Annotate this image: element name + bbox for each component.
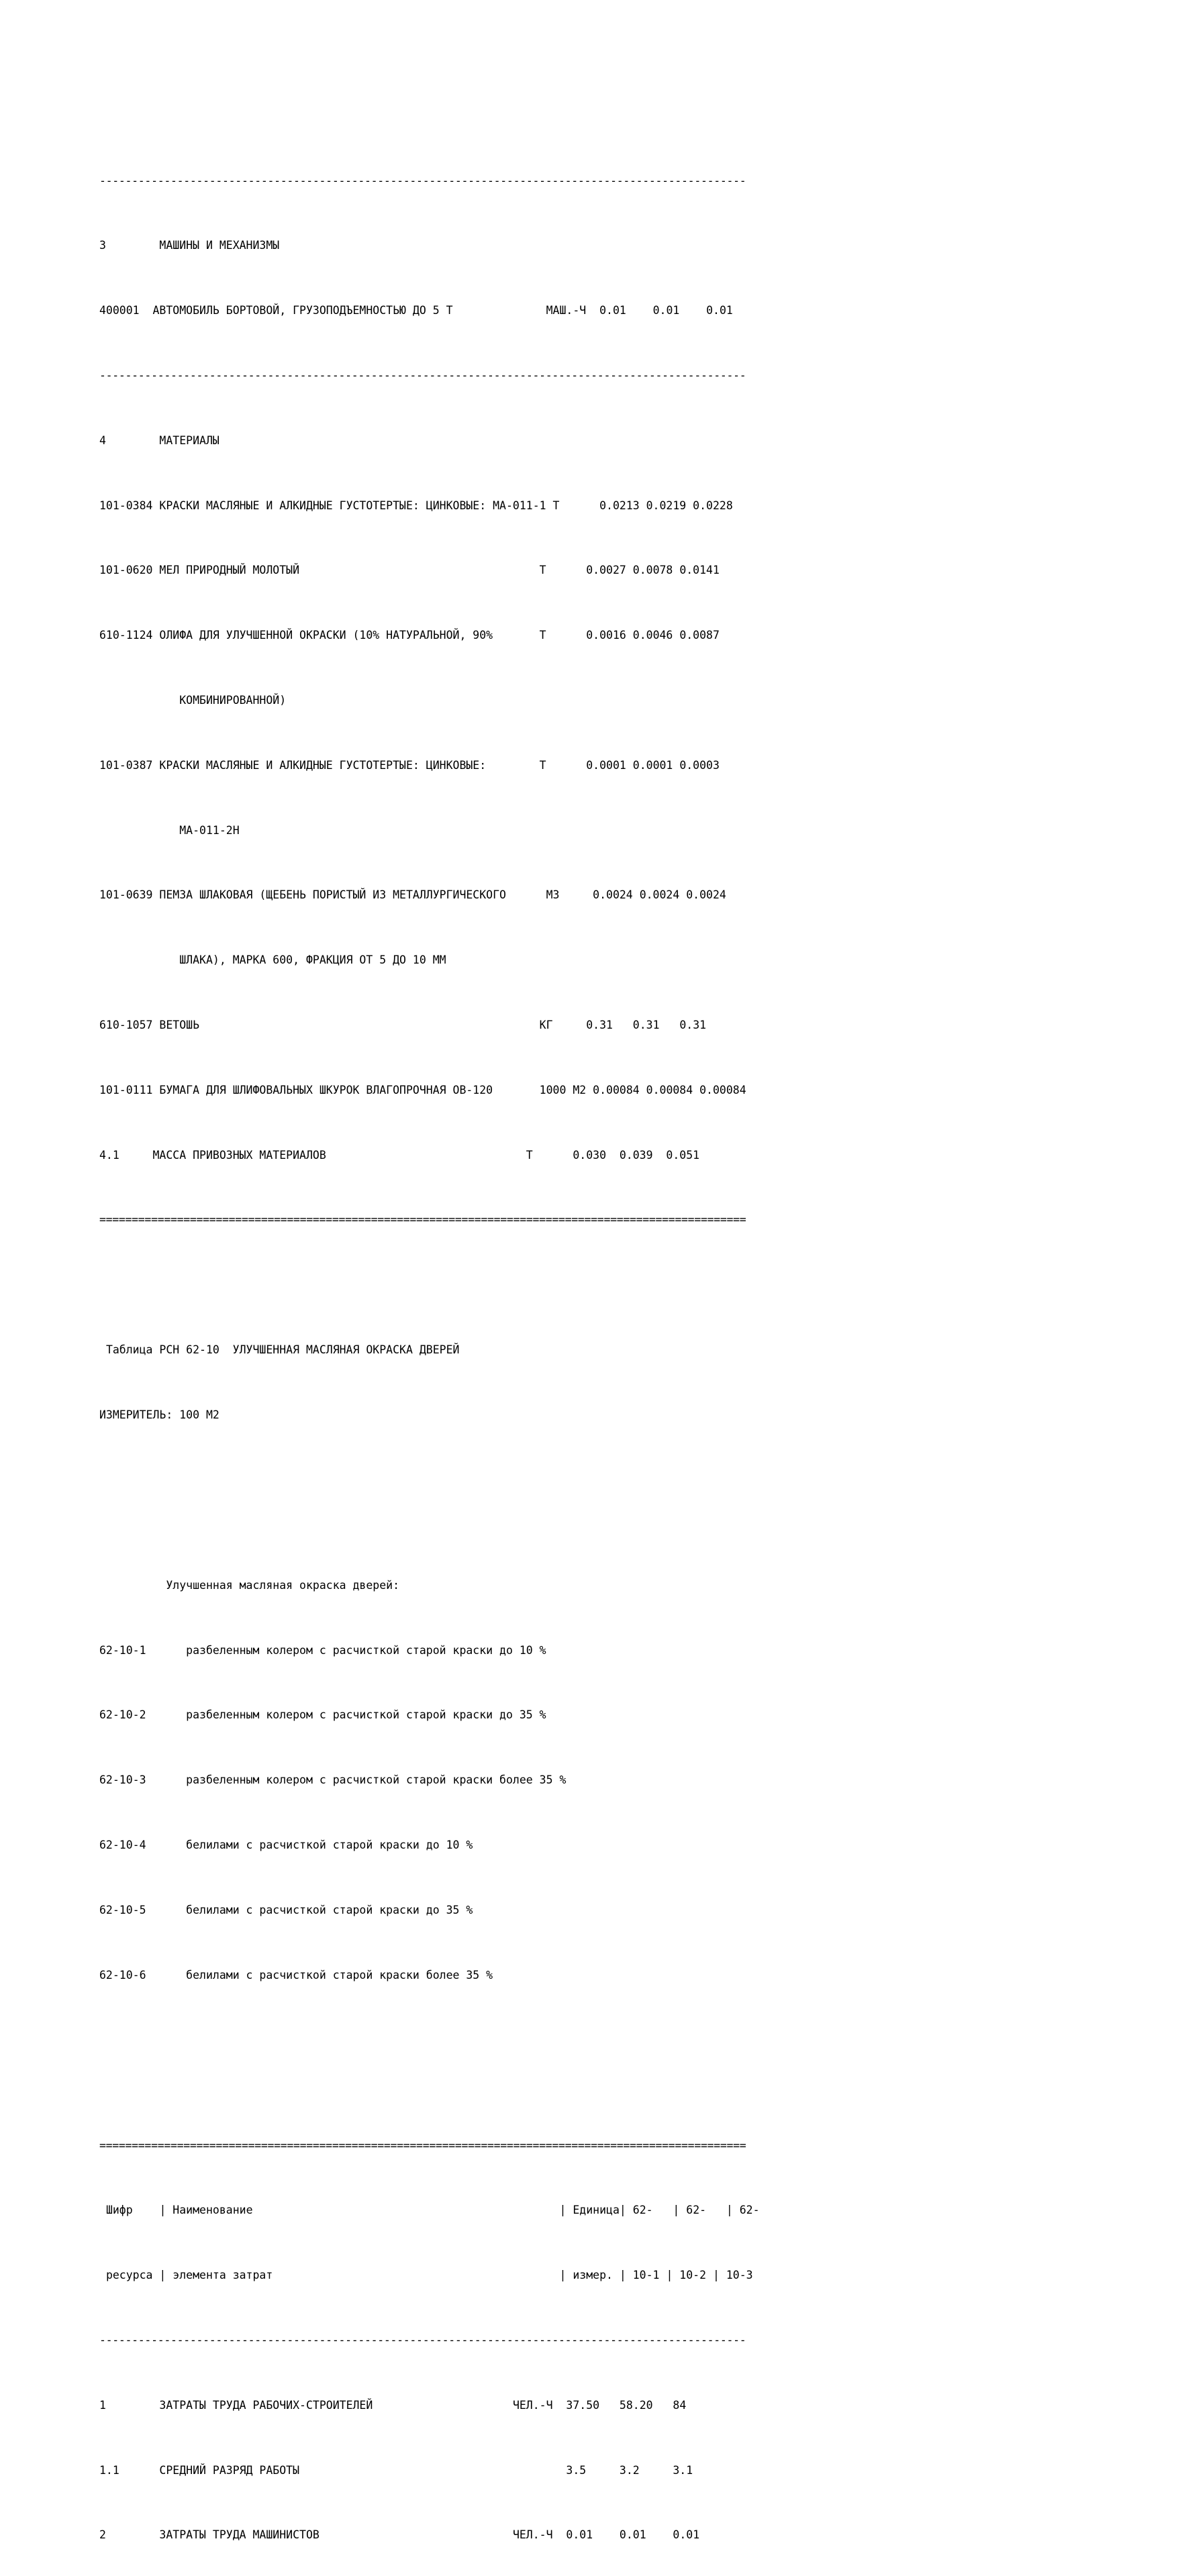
table-subtitle-text: Улучшенная масляная окраска дверей: xyxy=(166,1578,400,1592)
spacer xyxy=(199,1019,540,1031)
blank-half-line xyxy=(99,2081,1052,2089)
row-value-1: 0.0016 xyxy=(586,629,626,642)
section-machines-title: МАШИНЫ И МЕХАНИЗМЫ xyxy=(159,239,280,252)
document-body xyxy=(99,124,1052,2576)
spacer xyxy=(99,2204,106,2216)
spacer xyxy=(626,304,653,317)
spacer xyxy=(653,2204,673,2216)
list-item-text: разбеленным колером с расчисткой старой краски до 35 % xyxy=(186,1708,546,1722)
row-code: 1 xyxy=(99,2398,106,2412)
row-unit: ЧЕЛ.-Ч xyxy=(512,2398,553,2412)
table-row xyxy=(99,2463,1052,2479)
header-col-v2-2: | 10-2 xyxy=(666,2269,707,2282)
spacer xyxy=(152,629,159,641)
row-code: 101-0639 xyxy=(99,888,153,902)
spacer xyxy=(640,2464,673,2477)
header-col-unit-2: | измер. | xyxy=(559,2269,626,2282)
table-row xyxy=(99,627,1052,643)
row-value-2: 0.31 xyxy=(632,1018,660,1031)
section-materials-code: 4 xyxy=(99,433,106,447)
spacer xyxy=(553,2528,567,2541)
spacer xyxy=(626,629,633,641)
spacer xyxy=(626,2269,633,2281)
list-item xyxy=(99,1643,1052,1659)
list-item xyxy=(99,1837,1052,1853)
blank-line xyxy=(99,2032,1052,2048)
spacer xyxy=(119,2464,160,2477)
spacer xyxy=(106,434,159,447)
spacer xyxy=(506,888,546,901)
row-unit: Т xyxy=(539,758,546,772)
row-value-2: 0.0219 xyxy=(646,499,687,512)
spacer xyxy=(320,2528,513,2541)
spacer xyxy=(640,499,646,512)
row-unit: МАШ.-Ч xyxy=(546,304,587,317)
row-name-2: ШЛАКА), МАРКА 600, ФРАКЦИЯ ОТ 5 ДО 10 ММ xyxy=(179,954,446,967)
list-item-text: разбеленным колером с расчисткой старой краски более 35 % xyxy=(186,1773,567,1787)
row-unit: Т xyxy=(539,564,546,577)
spacer xyxy=(152,1084,159,1096)
spacer xyxy=(626,759,633,772)
divider-dashes-top: ---------------------------------------------------------------------------------------------------- xyxy=(99,174,746,187)
spacer xyxy=(106,239,159,252)
header-col-v1: 62- xyxy=(632,2204,653,2217)
spacer xyxy=(146,1644,187,1657)
row-value-2: 0.0024 xyxy=(639,888,680,902)
row-unit: КГ xyxy=(539,1018,553,1031)
spacer xyxy=(679,888,686,901)
spacer xyxy=(640,1084,646,1096)
table-subtitle xyxy=(99,1578,1052,1594)
row-code: 1.1 xyxy=(99,2463,119,2477)
spacer xyxy=(553,1019,587,1031)
list-item-text: белилами с расчисткой старой краски до 10 % xyxy=(186,1838,473,1851)
list-item-code: 62-10-1 xyxy=(99,1643,146,1657)
spacer xyxy=(152,499,159,512)
row-value-1: 0.01 xyxy=(566,2528,593,2542)
row-name: ЗАТРАТЫ ТРУДА МАШИНИСТОВ xyxy=(159,2528,320,2542)
table-row xyxy=(99,1017,1052,1033)
spacer xyxy=(106,2399,159,2412)
row-code: 610-1057 xyxy=(99,1018,153,1031)
header-col-name-2: | элемента затрат xyxy=(159,2269,273,2282)
spacer xyxy=(660,1019,680,1031)
row-value-2: 0.0046 xyxy=(632,629,673,642)
spacer xyxy=(119,1149,153,1162)
list-item-text: белилами с расчисткой старой краски до 35 % xyxy=(186,1903,473,1916)
spacer xyxy=(326,1149,526,1162)
table-row xyxy=(99,1147,1052,1164)
spacer xyxy=(673,629,679,641)
spacer xyxy=(146,1773,187,1786)
header-col-v2: | 62- xyxy=(673,2204,707,2217)
header-col-code-2: ресурса xyxy=(105,2269,153,2282)
row-value-2: 3.2 xyxy=(619,2463,640,2477)
row-value-3: 0.0024 xyxy=(686,888,726,902)
spacer xyxy=(152,888,159,901)
spacer xyxy=(706,2204,726,2216)
spacer xyxy=(453,304,546,317)
row-unit: М3 xyxy=(546,888,560,902)
row-value-1: 0.01 xyxy=(599,304,626,317)
row-name-2: КОМБИНИРОВАННОЙ) xyxy=(179,693,287,707)
row-code: 4.1 xyxy=(99,1148,119,1162)
spacer xyxy=(586,2464,620,2477)
spacer xyxy=(553,2399,567,2412)
spacer xyxy=(299,564,540,576)
row-name: КРАСКИ МАСЛЯНЫЕ И АЛКИДНЫЕ ГУСТОТЕРТЫЕ: ЦИНКОВЫЕ: xyxy=(159,758,487,772)
row-value-1: 37.50 xyxy=(566,2398,600,2412)
row-value-2: 58.20 xyxy=(619,2398,653,2412)
spacer xyxy=(99,1579,166,1592)
spacer xyxy=(586,304,599,317)
table-row xyxy=(99,887,1052,903)
table-row-continuation xyxy=(99,692,1052,709)
table-row xyxy=(99,303,1052,319)
row-value-3: 0.01 xyxy=(673,2528,700,2542)
blank-half-line xyxy=(99,1521,1052,1529)
row-value-2: 0.01 xyxy=(619,2528,646,2542)
row-unit: Т xyxy=(552,499,560,512)
spacer xyxy=(486,759,539,772)
row-name: КРАСКИ МАСЛЯНЫЕ И АЛКИДНЫЕ ГУСТОТЕРТЫЕ: ЦИНКОВЫЕ: МА-011-1 xyxy=(159,499,546,512)
section-materials-header xyxy=(99,433,1052,449)
row-value-1: 0.31 xyxy=(586,1018,613,1031)
table-row xyxy=(99,2527,1052,2543)
divider-dashes-mid: ---------------------------------------------------------------------------------------------------- xyxy=(99,369,746,382)
list-item-code: 62-10-5 xyxy=(99,1903,146,1916)
spacer xyxy=(152,759,159,772)
spacer xyxy=(606,1149,620,1162)
spacer xyxy=(99,954,179,966)
row-value-2: 0.0001 xyxy=(632,758,673,772)
table-row xyxy=(99,562,1052,578)
blank-line xyxy=(99,1277,1052,1293)
spacer xyxy=(99,824,179,837)
spacer xyxy=(679,304,706,317)
table-meter-text: ИЗМЕРИТЕЛЬ: 100 М2 xyxy=(99,1408,219,1421)
spacer xyxy=(299,2464,566,2477)
table-row xyxy=(99,1082,1052,1098)
list-item-text: разбеленным колером с расчисткой старой краски до 10 % xyxy=(186,1643,546,1657)
spacer xyxy=(146,1969,187,1981)
section-materials-title: МАТЕРИАЛЫ xyxy=(159,433,219,447)
row-value-1: 3.5 xyxy=(566,2463,587,2477)
spacer xyxy=(646,2528,673,2541)
row-name: БУМАГА ДЛЯ ШЛИФОВАЛЬНЫХ ШКУРОК ВЛАГОПРОЧНАЯ ОВ-120 xyxy=(159,1083,493,1096)
table-meter xyxy=(99,1407,1052,1423)
spacer xyxy=(493,629,540,641)
row-code: 610-1124 xyxy=(99,629,153,642)
row-unit: Т xyxy=(539,629,546,642)
row-name: ЗАТРАТЫ ТРУДА РАБОЧИХ-СТРОИТЕЛЕЙ xyxy=(159,2398,373,2412)
row-code: 400001 xyxy=(99,304,140,317)
spacer xyxy=(373,2399,513,2412)
row-name: СРЕДНИЙ РАЗРЯД РАБОТЫ xyxy=(159,2463,300,2477)
row-code: 101-0387 xyxy=(99,758,153,772)
row-unit: ЧЕЛ.-Ч xyxy=(512,2528,553,2542)
spacer xyxy=(653,2399,673,2412)
spacer xyxy=(546,564,587,576)
list-item xyxy=(99,1902,1052,1918)
row-value-1: 0.030 xyxy=(573,1148,606,1162)
resource-table-header-row-2 xyxy=(99,2267,1052,2283)
spacer xyxy=(99,1343,106,1356)
row-name: ВЕТОШЬ xyxy=(159,1018,200,1031)
row-name: МЕЛ ПРИРОДНЫЙ МОЛОТЫЙ xyxy=(159,564,300,577)
row-value-3: 3.1 xyxy=(673,2463,693,2477)
spacer xyxy=(546,759,587,772)
list-item-text: белилами с расчисткой старой краски более 35 % xyxy=(186,1968,493,1981)
spacer xyxy=(140,304,153,317)
divider-dashes-table: ---------------------------------------------------------------------------------------------------- xyxy=(99,2333,746,2347)
header-col-v3-2: | 10-3 xyxy=(712,2269,753,2282)
spacer xyxy=(559,499,599,512)
row-value-2: 0.039 xyxy=(619,1148,653,1162)
spacer xyxy=(99,694,179,707)
row-value-3: 0.0003 xyxy=(679,758,720,772)
spacer xyxy=(633,888,640,901)
spacer xyxy=(546,629,587,641)
table-row xyxy=(99,758,1052,774)
spacer xyxy=(146,1904,187,1916)
spacer xyxy=(152,564,159,576)
table-row xyxy=(99,2398,1052,2414)
table-title-text: Таблица РСН 62-10 УЛУЧШЕННАЯ МАСЛЯНАЯ ОКРАСКА ДВЕРЕЙ xyxy=(105,1343,460,1356)
table-title xyxy=(99,1342,1052,1358)
row-value-3: 0.31 xyxy=(679,1018,707,1031)
row-value-3: 0.0087 xyxy=(679,629,720,642)
section-machines-code: 3 xyxy=(99,239,106,252)
divider-equals-1: ==================================================================================================== xyxy=(99,1213,746,1227)
resource-table-header-row-1 xyxy=(99,2202,1052,2218)
spacer xyxy=(146,1708,187,1721)
spacer xyxy=(493,1084,540,1096)
row-value-3: 0.0141 xyxy=(679,564,720,577)
spacer xyxy=(706,2269,713,2281)
spacer xyxy=(152,1019,159,1031)
spacer xyxy=(613,1019,633,1031)
row-code: 101-0111 xyxy=(99,1083,153,1096)
spacer xyxy=(673,759,679,772)
row-value-1: 0.0001 xyxy=(586,758,626,772)
divider-equals-2: ==================================================================================================== xyxy=(99,2139,746,2152)
list-item-code: 62-10-3 xyxy=(99,1773,146,1787)
row-unit: Т xyxy=(526,1148,533,1162)
row-value-3: 84 xyxy=(673,2398,687,2412)
spacer xyxy=(273,2269,559,2281)
row-value-2: 0.0078 xyxy=(632,564,673,577)
header-col-v3: | 62- xyxy=(726,2204,760,2217)
spacer xyxy=(586,1084,593,1096)
spacer xyxy=(693,1084,699,1096)
spacer xyxy=(546,499,553,512)
row-value-3: 0.00084 xyxy=(699,1083,746,1096)
row-value-3: 0.0228 xyxy=(693,499,733,512)
row-value-1: 0.00084 xyxy=(593,1083,640,1096)
spacer xyxy=(673,564,679,576)
row-name-2: МА-011-2Н xyxy=(179,823,240,837)
header-col-v1-2: 10-1 xyxy=(632,2269,660,2282)
spacer xyxy=(653,1149,667,1162)
spacer xyxy=(146,1839,187,1851)
row-code: 2 xyxy=(99,2528,106,2542)
list-item-code: 62-10-6 xyxy=(99,1968,146,1981)
spacer xyxy=(559,888,593,901)
row-value-1: 0.0213 xyxy=(599,499,640,512)
spacer xyxy=(99,2269,106,2281)
table-row-continuation xyxy=(99,952,1052,968)
row-value-3: 0.051 xyxy=(666,1148,700,1162)
spacer xyxy=(152,2269,159,2281)
spacer xyxy=(106,2528,159,2541)
header-col-unit: | Единица| xyxy=(559,2204,626,2217)
spacer xyxy=(593,2528,620,2541)
table-row-continuation xyxy=(99,823,1052,839)
spacer xyxy=(626,2204,633,2216)
spacer xyxy=(533,1149,573,1162)
row-value-1: 0.0024 xyxy=(593,888,633,902)
spacer xyxy=(253,2204,560,2216)
header-col-name: | Наименование xyxy=(159,2204,253,2217)
list-item xyxy=(99,1707,1052,1723)
row-value-2: 0.00084 xyxy=(646,1083,693,1096)
row-name: МАССА ПРИВОЗНЫХ МАТЕРИАЛОВ xyxy=(152,1148,326,1162)
spacer xyxy=(686,499,693,512)
list-item-code: 62-10-4 xyxy=(99,1838,146,1851)
spacer xyxy=(133,2204,160,2216)
list-item xyxy=(99,1967,1052,1983)
row-name: АВТОМОБИЛЬ БОРТОВОЙ, ГРУЗОПОДЪЕМНОСТЬЮ ДО 5 Т xyxy=(152,304,453,317)
table-row xyxy=(99,498,1052,514)
section-machines-header xyxy=(99,238,1052,254)
spacer xyxy=(660,2269,667,2281)
row-value-1: 0.0027 xyxy=(586,564,626,577)
row-code: 101-0384 xyxy=(99,499,153,512)
header-col-code: Шифр xyxy=(105,2204,133,2217)
row-value-2: 0.01 xyxy=(652,304,680,317)
row-code: 101-0620 xyxy=(99,564,153,577)
row-name: ОЛИФА ДЛЯ УЛУЧШЕННОЙ ОКРАСКИ (10% НАТУРАЛЬНОЙ, 90% xyxy=(159,629,493,642)
spacer xyxy=(626,564,633,576)
list-item xyxy=(99,1772,1052,1788)
row-value-3: 0.01 xyxy=(706,304,733,317)
list-item-code: 62-10-2 xyxy=(99,1708,146,1722)
spacer xyxy=(599,2399,620,2412)
row-name: ПЕМЗА ШЛАКОВАЯ (ЩЕБЕНЬ ПОРИСТЫЙ ИЗ МЕТАЛЛУРГИЧЕСКОГО xyxy=(159,888,506,902)
row-unit: 1000 М2 xyxy=(539,1083,587,1096)
blank-line xyxy=(99,1472,1052,1488)
